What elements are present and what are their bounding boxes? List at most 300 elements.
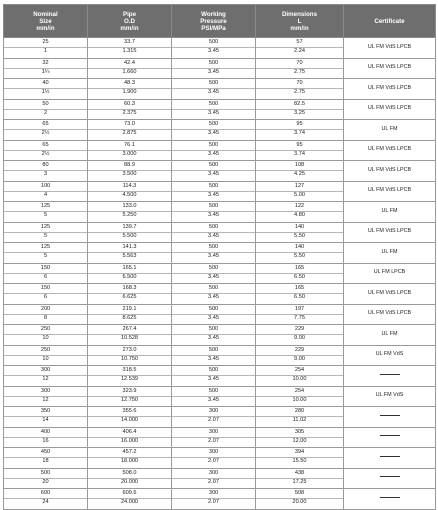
metric-value: 438 — [256, 470, 343, 479]
table-row — [4, 140, 436, 161]
imperial-value: 10.528 — [120, 335, 139, 342]
dimension-cell — [256, 263, 344, 284]
metric-value: 250 — [4, 326, 87, 335]
pipe-od-cell — [88, 243, 172, 264]
certificate-cell — [344, 427, 436, 448]
header-line: L — [297, 17, 302, 25]
metric-value: 125 — [4, 224, 87, 233]
metric-value: 500 — [172, 39, 255, 48]
imperial-value: 10.750 — [120, 355, 139, 362]
working-pressure-cell — [172, 345, 256, 366]
nominal-size-cell — [4, 202, 88, 223]
working-pressure-cell — [172, 468, 256, 489]
header-line: Size — [39, 17, 52, 25]
nominal-size-cell — [4, 161, 88, 182]
metric-value: 500 — [172, 162, 255, 171]
dimension-cell — [256, 120, 344, 141]
certificate-cell — [344, 304, 436, 325]
imperial-value: 14 — [42, 417, 49, 424]
specification-sheet — [3, 4, 435, 510]
imperial-value: 3.000 — [122, 150, 137, 157]
metric-value: 300 — [172, 449, 255, 458]
table-row — [4, 427, 436, 448]
metric-value: 133.0 — [88, 203, 171, 212]
certificate-label: UL FM VdS LPCB — [367, 228, 412, 235]
metric-value: 300 — [4, 388, 87, 397]
metric-value: 394 — [256, 449, 343, 458]
certificate-label: UL FM VdS LPCB — [367, 310, 412, 317]
certificate-cell — [344, 58, 436, 79]
header-line: Pipe — [122, 10, 137, 18]
metric-value: 450 — [4, 449, 87, 458]
metric-value: 127 — [256, 183, 343, 192]
imperial-value: 1.660 — [122, 68, 137, 75]
table-row — [4, 345, 436, 366]
metric-value: 125 — [4, 203, 87, 212]
imperial-value: 5.250 — [122, 212, 137, 219]
nominal-size-cell — [4, 304, 88, 325]
imperial-value: 12 — [42, 376, 49, 383]
table-row — [4, 58, 436, 79]
table-row — [4, 263, 436, 284]
imperial-value: 2.75 — [294, 89, 305, 96]
certificate-cell — [344, 79, 436, 100]
table-row — [4, 181, 436, 202]
metric-value: 122 — [256, 203, 343, 212]
header-certificate — [344, 5, 436, 38]
metric-value: 139.7 — [88, 224, 171, 233]
working-pressure-cell — [172, 99, 256, 120]
metric-value: 150 — [4, 285, 87, 294]
dimension-cell — [256, 345, 344, 366]
imperial-value: 3.74 — [294, 130, 305, 137]
dimension-cell — [256, 325, 344, 346]
metric-value: 300 — [172, 408, 255, 417]
metric-value: 70 — [256, 60, 343, 69]
imperial-value: 3.45 — [208, 335, 219, 342]
imperial-value: 4.500 — [122, 191, 137, 198]
metric-value: 33.7 — [88, 39, 171, 48]
dimension-cell — [256, 468, 344, 489]
pipe-od-cell — [88, 448, 172, 469]
header-line: Pressure — [200, 17, 227, 25]
pipe-od-cell — [88, 366, 172, 387]
certificate-label: UL FM VdS LPCB — [367, 84, 412, 91]
dimension-cell — [256, 407, 344, 428]
metric-value: 508 — [256, 490, 343, 499]
imperial-value: 3.45 — [208, 396, 219, 403]
dimension-cell — [256, 366, 344, 387]
imperial-value: 3.45 — [208, 376, 219, 383]
nominal-size-cell — [4, 99, 88, 120]
imperial-value: 3.45 — [208, 109, 219, 116]
metric-value: 500 — [172, 265, 255, 274]
table-row — [4, 407, 436, 428]
nominal-size-cell — [4, 448, 88, 469]
certificate-label: UL FM VdS LPCB — [367, 166, 412, 173]
certificate-label: UL FM VdS LPCB — [367, 187, 412, 194]
imperial-value: 3.45 — [208, 253, 219, 260]
nominal-size-cell — [4, 58, 88, 79]
certificate-cell — [344, 407, 436, 428]
dimension-cell — [256, 284, 344, 305]
imperial-value: 3.45 — [208, 130, 219, 137]
table-row — [4, 366, 436, 387]
metric-value: 250 — [4, 347, 87, 356]
imperial-value: 3.45 — [208, 355, 219, 362]
working-pressure-cell — [172, 263, 256, 284]
imperial-value: 3.45 — [208, 89, 219, 96]
imperial-value: 24 — [42, 499, 49, 506]
imperial-value: 3.74 — [294, 150, 305, 157]
metric-value: 500 — [172, 101, 255, 110]
imperial-value: 5 — [43, 253, 48, 260]
dimension-cell — [256, 161, 344, 182]
dimension-cell — [256, 58, 344, 79]
imperial-value: 2 — [43, 109, 48, 116]
metric-value: 168.3 — [88, 285, 171, 294]
table-row — [4, 386, 436, 407]
dimension-cell — [256, 427, 344, 448]
no-certificate-dash — [380, 374, 400, 375]
pipe-od-cell — [88, 38, 172, 59]
metric-value: 80 — [4, 162, 87, 171]
header-line: Certificate — [374, 17, 405, 25]
imperial-value: 20 — [42, 478, 49, 485]
imperial-value: 3.45 — [208, 191, 219, 198]
metric-value: 500 — [172, 80, 255, 89]
metric-value: 318.5 — [88, 367, 171, 376]
certificate-cell — [344, 345, 436, 366]
metric-value: 350 — [4, 408, 87, 417]
imperial-value: 1.900 — [122, 89, 137, 96]
imperial-value: 8.625 — [122, 314, 137, 321]
pipe-od-cell — [88, 99, 172, 120]
metric-value: 219.1 — [88, 306, 171, 315]
metric-value: 200 — [4, 306, 87, 315]
metric-value: 165 — [256, 285, 343, 294]
imperial-value: 11.02 — [292, 417, 307, 424]
nominal-size-cell — [4, 140, 88, 161]
imperial-value: 6.50 — [294, 294, 305, 301]
header-line: Dimensions — [281, 10, 318, 18]
metric-value: 229 — [256, 326, 343, 335]
imperial-value: 5.50 — [294, 253, 305, 260]
imperial-value: 1.315 — [122, 48, 137, 55]
certificate-label: UL FM VdS — [375, 392, 404, 399]
metric-value: 25 — [4, 39, 87, 48]
dimension-cell — [256, 222, 344, 243]
imperial-value: 20.00 — [292, 499, 307, 506]
certificate-label: UL FM VdS LPCB — [367, 146, 412, 153]
pipe-od-cell — [88, 263, 172, 284]
imperial-value: 9.00 — [294, 355, 305, 362]
pipe-od-cell — [88, 325, 172, 346]
pipe-od-cell — [88, 161, 172, 182]
imperial-value: 15.50 — [292, 458, 307, 465]
certificate-cell — [344, 222, 436, 243]
imperial-value: 2.07 — [208, 478, 219, 485]
imperial-value: 4 — [43, 191, 48, 198]
header-line: mm/in — [120, 24, 139, 32]
table-row — [4, 38, 436, 59]
metric-value: 254 — [256, 367, 343, 376]
nominal-size-cell — [4, 366, 88, 387]
imperial-value: 12.750 — [120, 396, 139, 403]
metric-value: 82.5 — [256, 101, 343, 110]
metric-value: 500 — [4, 470, 87, 479]
metric-value: 500 — [172, 60, 255, 69]
working-pressure-cell — [172, 58, 256, 79]
header-line: mm/in — [36, 24, 55, 32]
pipe-od-cell — [88, 79, 172, 100]
metric-value: 508.0 — [88, 470, 171, 479]
working-pressure-cell — [172, 386, 256, 407]
no-certificate-dash — [380, 435, 400, 436]
certificate-cell — [344, 38, 436, 59]
imperial-value: 10.00 — [292, 396, 307, 403]
nominal-size-cell — [4, 222, 88, 243]
working-pressure-cell — [172, 243, 256, 264]
metric-value: 165 — [256, 265, 343, 274]
imperial-value: 2.07 — [208, 437, 219, 444]
imperial-value: 6.500 — [122, 273, 137, 280]
nominal-size-cell — [4, 181, 88, 202]
working-pressure-cell — [172, 161, 256, 182]
metric-value: 500 — [172, 244, 255, 253]
metric-value: 254 — [256, 388, 343, 397]
metric-value: 273.0 — [88, 347, 171, 356]
pipe-od-cell — [88, 468, 172, 489]
table-row — [4, 325, 436, 346]
imperial-value: 3.45 — [208, 232, 219, 239]
nominal-size-cell — [4, 325, 88, 346]
certificate-label: UL FM VdS LPCB — [367, 43, 412, 50]
working-pressure-cell — [172, 407, 256, 428]
imperial-value: 1¼ — [41, 68, 50, 75]
table-row — [4, 468, 436, 489]
pipe-od-cell — [88, 140, 172, 161]
imperial-value: 5 — [43, 232, 48, 239]
metric-value: 50 — [4, 101, 87, 110]
imperial-value: 3 — [43, 171, 48, 178]
imperial-value: 5 — [43, 212, 48, 219]
nominal-size-cell — [4, 38, 88, 59]
imperial-value: 4.25 — [294, 171, 305, 178]
imperial-value: 3.500 — [122, 171, 137, 178]
metric-value: 95 — [256, 142, 343, 151]
imperial-value: 5.500 — [122, 232, 137, 239]
imperial-value: 2.24 — [294, 48, 305, 55]
table-row — [4, 284, 436, 305]
imperial-value: 6.50 — [294, 273, 305, 280]
pipe-od-cell — [88, 181, 172, 202]
imperial-value: 2½ — [41, 150, 50, 157]
table-row — [4, 161, 436, 182]
metric-value: 500 — [172, 121, 255, 130]
certificate-cell — [344, 468, 436, 489]
metric-value: 42.4 — [88, 60, 171, 69]
certificate-cell — [344, 325, 436, 346]
imperial-value: 2½ — [41, 130, 50, 137]
imperial-value: 8 — [43, 314, 48, 321]
working-pressure-cell — [172, 38, 256, 59]
table-row — [4, 222, 436, 243]
metric-value: 229 — [256, 347, 343, 356]
imperial-value: 1 — [43, 48, 48, 55]
imperial-value: 12.00 — [292, 437, 307, 444]
dimension-cell — [256, 140, 344, 161]
imperial-value: 2.07 — [208, 458, 219, 465]
pipe-od-cell — [88, 58, 172, 79]
metric-value: 400 — [4, 429, 87, 438]
dimension-cell — [256, 99, 344, 120]
metric-value: 300 — [172, 429, 255, 438]
metric-value: 150 — [4, 265, 87, 274]
metric-value: 300 — [4, 367, 87, 376]
metric-value: 280 — [256, 408, 343, 417]
certificate-cell — [344, 386, 436, 407]
dimension-cell — [256, 243, 344, 264]
dimension-cell — [256, 386, 344, 407]
imperial-value: 9.00 — [294, 335, 305, 342]
header-row — [4, 5, 436, 38]
dimension-cell — [256, 304, 344, 325]
certificate-label: UL FM — [381, 248, 398, 255]
metric-value: 40 — [4, 80, 87, 89]
table-row — [4, 304, 436, 325]
metric-value: 355.6 — [88, 408, 171, 417]
imperial-value: 1½ — [41, 89, 50, 96]
imperial-value: 5.00 — [294, 191, 305, 198]
nominal-size-cell — [4, 407, 88, 428]
pipe-od-cell — [88, 222, 172, 243]
certificate-cell — [344, 120, 436, 141]
imperial-value: 12.539 — [120, 376, 139, 383]
pipe-od-cell — [88, 202, 172, 223]
metric-value: 165.1 — [88, 265, 171, 274]
imperial-value: 7.75 — [294, 314, 305, 321]
dimension-cell — [256, 181, 344, 202]
nominal-size-cell — [4, 386, 88, 407]
imperial-value: 3.45 — [208, 294, 219, 301]
pipe-od-cell — [88, 120, 172, 141]
imperial-value: 6.625 — [122, 294, 137, 301]
certificate-cell — [344, 263, 436, 284]
nominal-size-cell — [4, 243, 88, 264]
imperial-value: 3.25 — [294, 109, 305, 116]
metric-value: 500 — [172, 388, 255, 397]
imperial-value: 3.45 — [208, 150, 219, 157]
metric-value: 100 — [4, 183, 87, 192]
metric-value: 300 — [172, 470, 255, 479]
table-row — [4, 448, 436, 469]
header-pipe-od — [88, 5, 172, 38]
table-body — [4, 38, 436, 510]
pipe-od-cell — [88, 386, 172, 407]
header-nominal-size — [4, 5, 88, 38]
imperial-value: 14.000 — [120, 417, 139, 424]
metric-value: 500 — [172, 306, 255, 315]
working-pressure-cell — [172, 140, 256, 161]
dimension-cell — [256, 79, 344, 100]
working-pressure-cell — [172, 79, 256, 100]
metric-value: 500 — [172, 367, 255, 376]
dimension-cell — [256, 448, 344, 469]
imperial-value: 3.45 — [208, 212, 219, 219]
certificate-cell — [344, 140, 436, 161]
working-pressure-cell — [172, 181, 256, 202]
header-working-pressure — [172, 5, 256, 38]
no-certificate-dash — [380, 497, 400, 498]
metric-value: 88.9 — [88, 162, 171, 171]
nominal-size-cell — [4, 79, 88, 100]
certificate-cell — [344, 448, 436, 469]
imperial-value: 10 — [42, 335, 49, 342]
metric-value: 267.4 — [88, 326, 171, 335]
metric-value: 141.3 — [88, 244, 171, 253]
nominal-size-cell — [4, 345, 88, 366]
certificate-cell — [344, 366, 436, 387]
imperial-value: 5.563 — [122, 253, 137, 260]
imperial-value: 3.45 — [208, 171, 219, 178]
pipe-od-cell — [88, 345, 172, 366]
metric-value: 600 — [4, 490, 87, 499]
working-pressure-cell — [172, 448, 256, 469]
certificate-cell — [344, 243, 436, 264]
pipe-od-cell — [88, 304, 172, 325]
imperial-value: 6 — [43, 294, 48, 301]
nominal-size-cell — [4, 120, 88, 141]
metric-value: 95 — [256, 121, 343, 130]
header-line: Nominal — [33, 10, 58, 18]
certificate-label: UL FM — [381, 330, 398, 337]
certificate-label: UL FM LPCB — [373, 269, 406, 276]
certificate-cell — [344, 99, 436, 120]
no-certificate-dash — [380, 415, 400, 416]
metric-value: 57 — [256, 39, 343, 48]
certificate-label: UL FM VdS LPCB — [367, 64, 412, 71]
nominal-size-cell — [4, 284, 88, 305]
working-pressure-cell — [172, 222, 256, 243]
working-pressure-cell — [172, 366, 256, 387]
imperial-value: 2.07 — [208, 499, 219, 506]
metric-value: 323.9 — [88, 388, 171, 397]
header-line: PSI/MPa — [201, 24, 226, 32]
working-pressure-cell — [172, 427, 256, 448]
metric-value: 457.2 — [88, 449, 171, 458]
pipe-od-cell — [88, 407, 172, 428]
metric-value: 140 — [256, 224, 343, 233]
table-row — [4, 120, 436, 141]
metric-value: 500 — [172, 224, 255, 233]
working-pressure-cell — [172, 325, 256, 346]
metric-value: 500 — [172, 326, 255, 335]
certificate-cell — [344, 202, 436, 223]
header-line: mm/in — [290, 24, 309, 32]
working-pressure-cell — [172, 120, 256, 141]
certificate-label: UL FM VdS LPCB — [367, 105, 412, 112]
imperial-value: 17.25 — [292, 478, 307, 485]
certificate-label: UL FM — [381, 125, 398, 132]
imperial-value: 2.07 — [208, 417, 219, 424]
metric-value: 125 — [4, 244, 87, 253]
imperial-value: 2.75 — [294, 68, 305, 75]
table-row — [4, 79, 436, 100]
imperial-value: 10.00 — [292, 376, 307, 383]
imperial-value: 10 — [42, 355, 49, 362]
nominal-size-cell — [4, 427, 88, 448]
